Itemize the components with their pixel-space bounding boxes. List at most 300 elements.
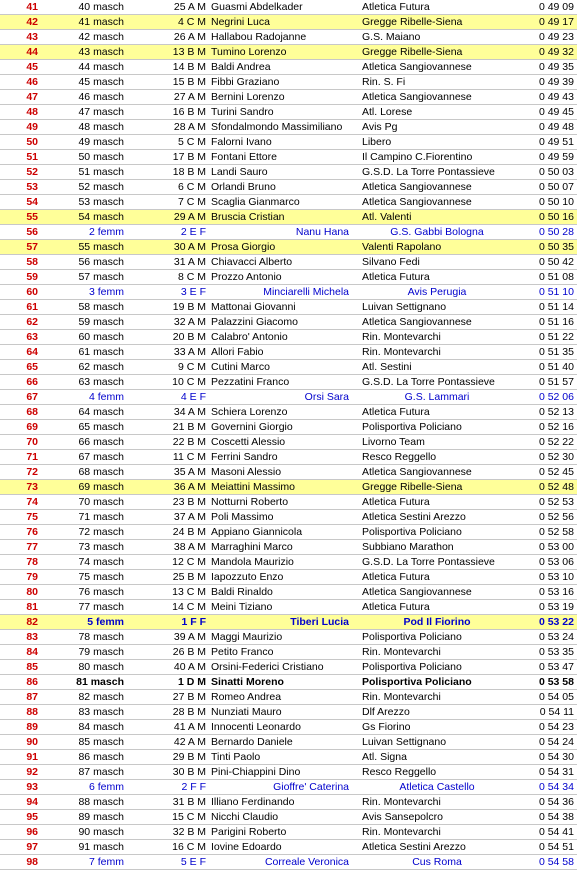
category-code-cell: 2 E F (180, 226, 206, 238)
table-row (0, 60, 577, 75)
category-code-cell: 7 C M (177, 196, 206, 208)
time-cell: 0 54 30 (538, 751, 574, 763)
category-code-cell: 29 B M (172, 751, 206, 763)
athlete-name-cell: Negrini Luca (211, 16, 270, 28)
category-rank-cell: 52 masch (78, 181, 124, 193)
athlete-name-cell: Turini Sandro (211, 106, 274, 118)
category-rank-cell: 61 masch (78, 346, 124, 358)
position-cell: 97 (26, 841, 38, 853)
club-cell: Gregge Ribelle-Siena (362, 16, 463, 28)
table-row (0, 180, 577, 195)
club-cell: Polisportiva Policiano (362, 421, 462, 433)
club-cell: Avis Perugia (407, 286, 467, 298)
table-row (0, 480, 577, 495)
category-rank-cell: 53 masch (78, 196, 124, 208)
position-cell: 81 (26, 601, 38, 613)
time-cell: 0 52 45 (538, 466, 574, 478)
table-row (0, 150, 577, 165)
time-cell: 0 52 30 (538, 451, 574, 463)
club-cell: Atletica Sangiovannese (362, 196, 472, 208)
category-rank-cell: 80 masch (78, 661, 124, 673)
time-cell: 0 53 22 (538, 616, 574, 628)
athlete-name-cell: Fibbi Graziano (211, 76, 280, 88)
time-cell: 0 53 00 (538, 541, 574, 553)
category-rank-cell: 85 masch (78, 736, 124, 748)
athlete-name-cell: Guasmi Abdelkader (211, 1, 303, 13)
category-rank-cell: 49 masch (78, 136, 124, 148)
club-cell: Cus Roma (412, 856, 462, 868)
position-cell: 72 (26, 466, 38, 478)
position-cell: 98 (26, 856, 38, 868)
time-cell: 0 51 10 (538, 286, 574, 298)
time-cell: 0 49 39 (538, 76, 574, 88)
athlete-name-cell: Marraghini Marco (211, 541, 293, 553)
category-code-cell: 9 C M (177, 361, 206, 373)
time-cell: 0 51 40 (538, 361, 574, 373)
table-row (0, 240, 577, 255)
category-code-cell: 36 A M (173, 481, 206, 493)
category-rank-cell: 4 femm (88, 391, 124, 403)
table-row (0, 360, 577, 375)
club-cell: Avis Sansepolcro (362, 811, 443, 823)
club-cell: Polisportiva Policiano (362, 661, 462, 673)
table-row (0, 825, 577, 840)
category-rank-cell: 76 masch (78, 586, 124, 598)
position-cell: 62 (26, 316, 38, 328)
table-row (0, 540, 577, 555)
time-cell: 0 54 31 (538, 766, 574, 778)
club-cell: G.S. Maiano (362, 31, 421, 43)
athlete-name-cell: Calabro' Antonio (211, 331, 288, 343)
athlete-name-cell: Notturni Roberto (211, 496, 289, 508)
category-rank-cell: 42 masch (78, 31, 124, 43)
table-row (0, 600, 577, 615)
category-code-cell: 1 F F (181, 616, 206, 628)
position-cell: 73 (26, 481, 38, 493)
table-row (0, 375, 577, 390)
category-rank-cell: 70 masch (78, 496, 124, 508)
table-row (0, 285, 577, 300)
athlete-name-cell: Bernardo Daniele (211, 736, 293, 748)
table-row (0, 630, 577, 645)
club-cell: Atletica Sestini Arezzo (362, 511, 466, 523)
athlete-name-cell: Nanu Hana (295, 226, 349, 238)
table-row (0, 225, 577, 240)
category-rank-cell: 74 masch (78, 556, 124, 568)
category-code-cell: 33 A M (173, 346, 206, 358)
time-cell: 0 53 58 (538, 676, 574, 688)
category-code-cell: 29 A M (173, 211, 206, 223)
athlete-name-cell: Bernini Lorenzo (211, 91, 285, 103)
category-rank-cell: 62 masch (78, 361, 124, 373)
table-row (0, 45, 577, 60)
position-cell: 57 (26, 241, 38, 253)
position-cell: 87 (26, 691, 38, 703)
position-cell: 74 (26, 496, 38, 508)
category-code-cell: 13 C M (172, 586, 206, 598)
table-row (0, 555, 577, 570)
athlete-name-cell: Appiano Giannicola (211, 526, 303, 538)
position-cell: 90 (26, 736, 38, 748)
category-code-cell: 15 C M (172, 811, 206, 823)
club-cell: Rin. S. Fi (362, 76, 406, 88)
athlete-name-cell: Nicchi Claudio (211, 811, 279, 823)
athlete-name-cell: Iovine Edoardo (211, 841, 282, 853)
category-code-cell: 30 A M (173, 241, 206, 253)
athlete-name-cell: Prosa Giorgio (211, 241, 276, 253)
table-row (0, 780, 577, 795)
category-code-cell: 10 C M (172, 376, 206, 388)
category-rank-cell: 82 masch (78, 691, 124, 703)
club-cell: G.S.D. La Torre Pontassieve (362, 556, 495, 568)
table-row (0, 795, 577, 810)
category-code-cell: 22 B M (172, 436, 206, 448)
club-cell: Atl. Signa (362, 751, 407, 763)
athlete-name-cell: Nunziati Mauro (211, 706, 282, 718)
category-code-cell: 38 A M (173, 541, 206, 553)
club-cell: Atletica Sangiovannese (362, 181, 472, 193)
table-row (0, 165, 577, 180)
athlete-name-cell: Gioffre' Caterina (273, 781, 349, 793)
athlete-name-cell: Palazzini Giacomo (211, 316, 298, 328)
athlete-name-cell: Sfondalmondo Massimiliano (211, 121, 343, 133)
table-row (0, 90, 577, 105)
table-row (0, 270, 577, 285)
category-rank-cell: 45 masch (78, 76, 124, 88)
athlete-name-cell: Falorni Ivano (211, 136, 272, 148)
position-cell: 77 (26, 541, 38, 553)
athlete-name-cell: Orlandi Bruno (211, 181, 276, 193)
category-rank-cell: 65 masch (78, 421, 124, 433)
position-cell: 88 (26, 706, 38, 718)
category-code-cell: 24 B M (172, 526, 206, 538)
category-rank-cell: 58 masch (78, 301, 124, 313)
time-cell: 0 51 22 (538, 331, 574, 343)
table-row (0, 510, 577, 525)
category-rank-cell: 72 masch (78, 526, 124, 538)
time-cell: 0 49 59 (538, 151, 574, 163)
category-code-cell: 23 B M (172, 496, 206, 508)
time-cell: 0 54 11 (539, 706, 574, 718)
position-cell: 66 (26, 376, 38, 388)
category-code-cell: 11 C M (172, 451, 206, 463)
table-row (0, 75, 577, 90)
time-cell: 0 52 16 (538, 421, 574, 433)
club-cell: Libero (362, 136, 392, 148)
athlete-name-cell: Poli Massimo (211, 511, 274, 523)
time-cell: 0 54 51 (538, 841, 574, 853)
athlete-name-cell: Iapozzuto Enzo (211, 571, 284, 583)
table-row (0, 255, 577, 270)
table-row (0, 465, 577, 480)
athlete-name-cell: Sinatti Moreno (211, 676, 284, 688)
position-cell: 53 (26, 181, 38, 193)
club-cell: Atletica Sestini Arezzo (362, 841, 466, 853)
table-row (0, 840, 577, 855)
category-code-cell: 5 E F (180, 856, 206, 868)
table-row (0, 675, 577, 690)
position-cell: 41 (26, 1, 38, 13)
category-rank-cell: 73 masch (78, 541, 124, 553)
time-cell: 0 52 53 (538, 496, 574, 508)
position-cell: 49 (26, 121, 38, 133)
position-cell: 67 (26, 391, 38, 403)
time-cell: 0 54 05 (538, 691, 574, 703)
athlete-name-cell: Scaglia Gianmarco (211, 196, 300, 208)
category-code-cell: 42 A M (173, 736, 206, 748)
club-cell: Atletica Sangiovannese (362, 316, 472, 328)
category-rank-cell: 6 femm (88, 781, 124, 793)
category-code-cell: 28 A M (173, 121, 206, 133)
club-cell: Atletica Sangiovannese (362, 61, 472, 73)
category-rank-cell: 44 masch (78, 61, 124, 73)
time-cell: 0 49 23 (538, 31, 574, 43)
time-cell: 0 49 48 (538, 121, 574, 133)
position-cell: 56 (26, 226, 38, 238)
time-cell: 0 51 57 (538, 376, 574, 388)
category-rank-cell: 51 masch (78, 166, 124, 178)
club-cell: Atletica Sangiovannese (362, 466, 472, 478)
category-rank-cell: 75 masch (78, 571, 124, 583)
category-rank-cell: 91 masch (78, 841, 124, 853)
category-rank-cell: 86 masch (78, 751, 124, 763)
position-cell: 42 (26, 16, 38, 28)
category-code-cell: 27 B M (172, 691, 206, 703)
athlete-name-cell: Meini Tiziano (211, 601, 273, 613)
club-cell: G.S. Lammari (404, 391, 470, 403)
time-cell: 0 54 41 (538, 826, 574, 838)
time-cell: 0 52 13 (538, 406, 574, 418)
table-row (0, 435, 577, 450)
time-cell: 0 54 34 (538, 781, 574, 793)
position-cell: 51 (26, 151, 38, 163)
club-cell: Luivan Settignano (362, 736, 447, 748)
category-code-cell: 6 C M (177, 181, 206, 193)
category-code-cell: 16 C M (172, 841, 206, 853)
category-code-cell: 31 A M (173, 256, 206, 268)
position-cell: 76 (26, 526, 38, 538)
category-code-cell: 2 F F (181, 781, 206, 793)
category-code-cell: 35 A M (173, 466, 206, 478)
position-cell: 46 (26, 76, 38, 88)
category-code-cell: 30 B M (172, 766, 206, 778)
table-row (0, 420, 577, 435)
category-code-cell: 12 C M (172, 556, 206, 568)
category-code-cell: 17 B M (172, 151, 206, 163)
club-cell: Rin. Montevarchi (362, 346, 441, 358)
athlete-name-cell: Mandola Maurizio (211, 556, 294, 568)
category-code-cell: 26 B M (172, 646, 206, 658)
table-row (0, 705, 577, 720)
category-code-cell: 26 A M (173, 31, 206, 43)
club-cell: Atletica Castello (399, 781, 475, 793)
category-code-cell: 31 B M (172, 796, 206, 808)
table-row (0, 120, 577, 135)
club-cell: Atletica Sangiovannese (362, 91, 472, 103)
category-rank-cell: 81 masch (76, 676, 124, 688)
club-cell: Atl. Valenti (362, 211, 412, 223)
table-row (0, 810, 577, 825)
table-row (0, 210, 577, 225)
time-cell: 0 54 58 (538, 856, 574, 868)
table-row (0, 750, 577, 765)
position-cell: 84 (26, 646, 38, 658)
table-row (0, 0, 577, 15)
time-cell: 0 53 19 (538, 601, 574, 613)
athlete-name-cell: Innocenti Leonardo (211, 721, 301, 733)
category-code-cell: 15 B M (172, 76, 206, 88)
athlete-name-cell: Hallabou Radojanne (211, 31, 307, 43)
table-row (0, 765, 577, 780)
club-cell: Polisportiva Policiano (362, 676, 472, 688)
category-rank-cell: 55 masch (78, 241, 124, 253)
club-cell: Atletica Sangiovannese (362, 586, 472, 598)
club-cell: G.S. Gabbi Bologna (390, 226, 484, 238)
position-cell: 89 (26, 721, 38, 733)
category-rank-cell: 83 masch (78, 706, 124, 718)
club-cell: Resco Reggello (362, 766, 437, 778)
athlete-name-cell: Meiattini Massimo (211, 481, 296, 493)
time-cell: 0 53 24 (538, 631, 574, 643)
category-rank-cell: 47 masch (78, 106, 124, 118)
category-code-cell: 32 B M (172, 826, 206, 838)
table-row (0, 315, 577, 330)
time-cell: 0 51 16 (538, 316, 574, 328)
club-cell: Avis Pg (362, 121, 398, 133)
position-cell: 52 (26, 166, 38, 178)
club-cell: Il Campino C.Fiorentino (362, 151, 473, 163)
position-cell: 58 (26, 256, 38, 268)
time-cell: 0 52 48 (538, 481, 574, 493)
table-row (0, 300, 577, 315)
time-cell: 0 50 16 (538, 211, 574, 223)
athlete-name-cell: Prozzo Antonio (211, 271, 282, 283)
time-cell: 0 53 16 (538, 586, 574, 598)
position-cell: 61 (26, 301, 38, 313)
category-code-cell: 32 A M (173, 316, 206, 328)
position-cell: 71 (26, 451, 38, 463)
category-code-cell: 34 A M (173, 406, 206, 418)
club-cell: Rin. Montevarchi (362, 796, 441, 808)
time-cell: 0 51 35 (538, 346, 574, 358)
category-code-cell: 41 A M (173, 721, 206, 733)
table-row (0, 390, 577, 405)
club-cell: G.S.D. La Torre Pontassieve (362, 376, 495, 388)
club-cell: Rin. Montevarchi (362, 331, 441, 343)
club-cell: Atletica Futura (362, 601, 430, 613)
position-cell: 55 (26, 211, 38, 223)
time-cell: 0 53 47 (538, 661, 574, 673)
category-rank-cell: 69 masch (78, 481, 124, 493)
club-cell: Gregge Ribelle-Siena (362, 481, 463, 493)
club-cell: Atletica Futura (362, 271, 430, 283)
table-row (0, 660, 577, 675)
time-cell: 0 53 06 (538, 556, 574, 568)
position-cell: 65 (26, 361, 38, 373)
athlete-name-cell: Tumino Lorenzo (211, 46, 287, 58)
position-cell: 92 (26, 766, 38, 778)
category-code-cell: 16 B M (172, 106, 206, 118)
club-cell: Atl. Sestini (362, 361, 412, 373)
club-cell: Atletica Futura (362, 496, 430, 508)
time-cell: 0 50 07 (538, 181, 574, 193)
category-code-cell: 39 A M (173, 631, 206, 643)
category-rank-cell: 41 masch (78, 16, 124, 28)
club-cell: Polisportiva Policiano (362, 631, 462, 643)
category-code-cell: 14 C M (172, 601, 206, 613)
time-cell: 0 51 08 (538, 271, 574, 283)
table-row (0, 720, 577, 735)
athlete-name-cell: Ferrini Sandro (211, 451, 278, 463)
position-cell: 75 (26, 511, 38, 523)
category-rank-cell: 2 femm (88, 226, 124, 238)
athlete-name-cell: Bruscia Cristian (211, 211, 285, 223)
category-code-cell: 4 C M (177, 16, 206, 28)
club-cell: Resco Reggello (362, 451, 437, 463)
club-cell: Atletica Futura (362, 1, 430, 13)
athlete-name-cell: Orsi Sara (304, 391, 349, 403)
athlete-name-cell: Coscetti Alessio (211, 436, 286, 448)
category-rank-cell: 54 masch (78, 211, 124, 223)
position-cell: 45 (26, 61, 38, 73)
time-cell: 0 54 23 (538, 721, 574, 733)
table-row (0, 645, 577, 660)
category-rank-cell: 46 masch (78, 91, 124, 103)
time-cell: 0 49 45 (538, 106, 574, 118)
athlete-name-cell: Governini Giorgio (211, 421, 293, 433)
table-row (0, 345, 577, 360)
athlete-name-cell: Cutini Marco (211, 361, 270, 373)
category-code-cell: 28 B M (172, 706, 206, 718)
position-cell: 82 (26, 616, 38, 628)
time-cell: 0 50 42 (538, 256, 574, 268)
athlete-name-cell: Pini-Chiappini Dino (211, 766, 301, 778)
position-cell: 80 (26, 586, 38, 598)
category-rank-cell: 79 masch (78, 646, 124, 658)
athlete-name-cell: Illiano Ferdinando (211, 796, 295, 808)
time-cell: 0 54 38 (538, 811, 574, 823)
athlete-name-cell: Schiera Lorenzo (211, 406, 288, 418)
category-rank-cell: 43 masch (78, 46, 124, 58)
category-rank-cell: 5 femm (87, 616, 124, 628)
table-row (0, 690, 577, 705)
athlete-name-cell: Petito Franco (211, 646, 274, 658)
position-cell: 43 (26, 31, 38, 43)
category-rank-cell: 78 masch (78, 631, 124, 643)
table-row (0, 405, 577, 420)
club-cell: Rin. Montevarchi (362, 826, 441, 838)
athlete-name-cell: Minciarelli Michela (263, 286, 349, 298)
position-cell: 64 (26, 346, 38, 358)
category-rank-cell: 68 masch (78, 466, 124, 478)
category-code-cell: 1 D M (177, 676, 206, 688)
table-row (0, 195, 577, 210)
position-cell: 85 (26, 661, 38, 673)
category-rank-cell: 59 masch (78, 316, 124, 328)
position-cell: 94 (26, 796, 38, 808)
table-row (0, 570, 577, 585)
table-row (0, 30, 577, 45)
time-cell: 0 49 43 (538, 91, 574, 103)
club-cell: Gs Fiorino (362, 721, 411, 733)
time-cell: 0 50 03 (538, 166, 574, 178)
category-rank-cell: 66 masch (78, 436, 124, 448)
category-code-cell: 27 A M (173, 91, 206, 103)
category-code-cell: 25 A M (173, 1, 206, 13)
category-rank-cell: 84 masch (78, 721, 124, 733)
category-rank-cell: 87 masch (78, 766, 124, 778)
category-code-cell: 40 A M (173, 661, 206, 673)
